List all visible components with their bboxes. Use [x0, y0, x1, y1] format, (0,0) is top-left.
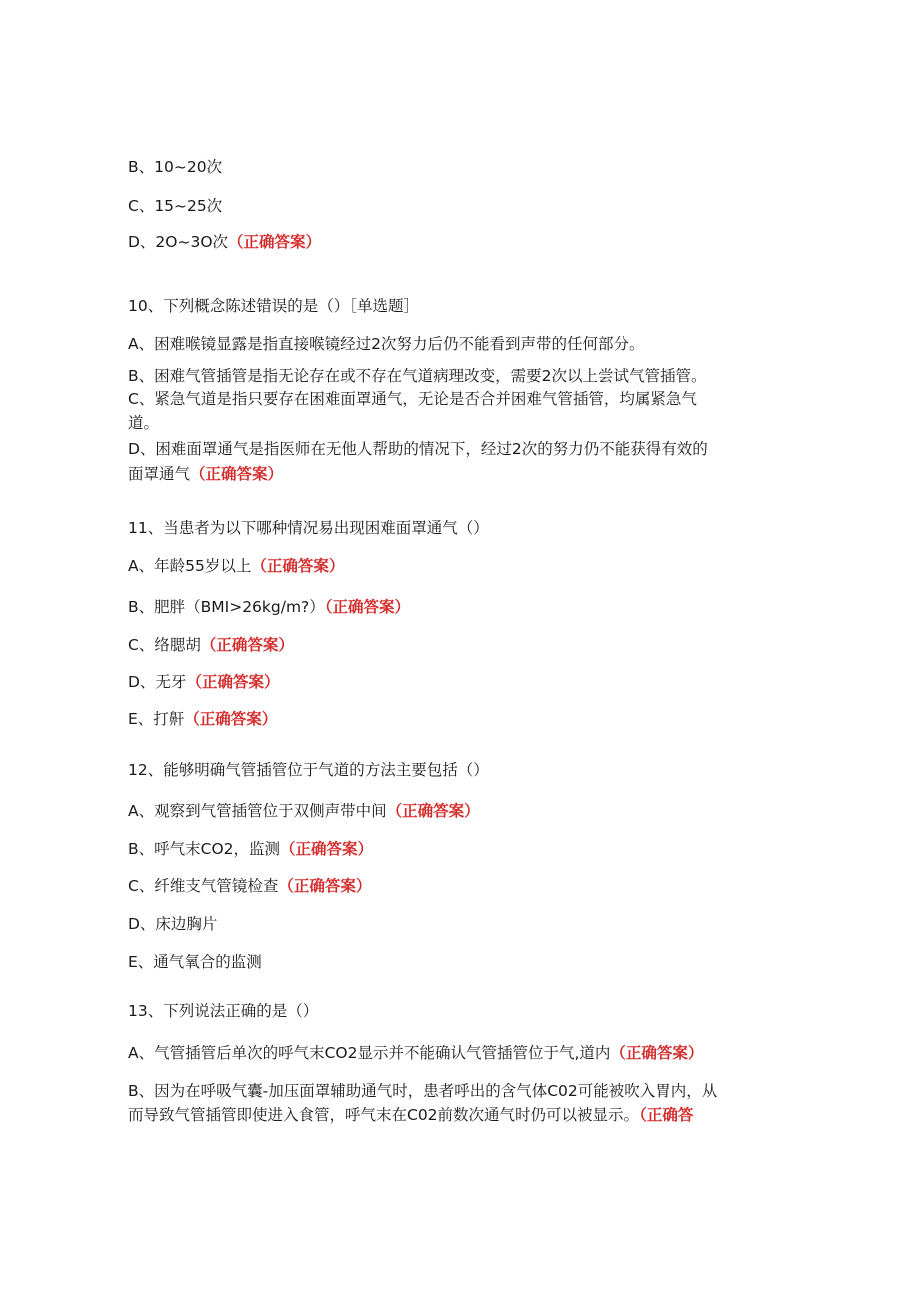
q10-option-c-continued [128, 411, 778, 435]
q13-stem [128, 999, 778, 1023]
q9-option-c [128, 194, 778, 218]
q12-option-e [128, 950, 778, 974]
q10-stem [128, 294, 778, 318]
q12-option-c [128, 874, 778, 898]
option-text: D、无牙 [128, 673, 187, 691]
option-text: D、困难面罩通气是指医师在无他人帮助的情况下，经过2次的努力仍不能获得有效的 [128, 440, 708, 458]
correct-answer-tag: （正确答案） [386, 802, 480, 820]
option-text: A、气管插管后单次的呼气末CO2显示并不能确认气管插管位于气,道内 [128, 1044, 611, 1062]
option-text: C、络腮胡 [128, 636, 201, 654]
correct-answer-tag: （正确答案） [228, 233, 322, 251]
q13-option-b [128, 1079, 778, 1103]
option-text: 道。 [128, 414, 160, 432]
question-text: 10、下列概念陈述错误的是（）［单选题］ [128, 297, 419, 315]
q9-option-d [128, 230, 778, 254]
q11-option-e [128, 707, 778, 731]
q11-option-d [128, 670, 778, 694]
correct-answer-tag: （正确答案） [278, 877, 372, 895]
question-text: 11、当患者为以下哪种情况易出现困难面罩通气（） [128, 519, 489, 537]
option-text: C、紧急气道是指只要存在困难面罩通气，无论是否合并困难气管插管，均属紧急气 [128, 390, 697, 408]
q10-option-c [128, 387, 778, 411]
option-text: A、困难喉镜显露是指直接喉镜经过2次努力后仍不能看到声带的任何部分。 [128, 335, 645, 353]
option-text: E、打鼾 [128, 710, 185, 728]
option-text: D、床边胸片 [128, 915, 218, 933]
q12-option-d [128, 912, 778, 936]
question-text: 13、下列说法正确的是（） [128, 1002, 319, 1020]
option-text: B、10~20次 [128, 158, 223, 176]
correct-answer-tag: （正确答案） [200, 636, 294, 654]
correct-answer-tag-cut: （正确答 [639, 1106, 694, 1124]
q11-option-c [128, 633, 778, 657]
option-text: C、纤维支气管镜检查 [128, 877, 279, 895]
option-text: B、肥胖（BMI>26kg∕m?） [128, 598, 325, 616]
option-text: A、观察到气管插管位于双侧声带中间 [128, 802, 387, 820]
question-text: 12、能够明确气管插管位于气道的方法主要包括（） [128, 761, 489, 779]
option-text: B、因为在呼吸气囊-加压面罩辅助通气时，患者呼出的含气体C02可能被吹入胃内，从 [128, 1082, 718, 1100]
option-text: 面罩通气 [128, 465, 191, 483]
q10-option-d [128, 437, 778, 461]
correct-answer-tag: （正确答案） [280, 840, 374, 858]
option-text: E、通气氧合的监测 [128, 953, 262, 971]
q12-option-a [128, 799, 778, 823]
correct-answer-tag: （正确答案） [324, 598, 411, 616]
option-text: B、呼气末CO2，监测 [128, 840, 281, 858]
q10-option-a [128, 332, 778, 356]
correct-answer-tag: （正确答案） [190, 465, 284, 483]
correct-answer-tag: （正确答案） [184, 710, 278, 728]
correct-answer-tag: （正确答案） [251, 557, 345, 575]
q10-option-d-continued [128, 462, 778, 486]
option-text: D、2O~3O次 [128, 233, 229, 251]
q11-option-a [128, 554, 778, 578]
q13-option-b-continued [128, 1103, 778, 1127]
option-text: C、15~25次 [128, 197, 223, 215]
q13-option-a [128, 1041, 778, 1065]
q9-option-b [128, 155, 778, 179]
q11-stem [128, 516, 778, 540]
correct-answer-tag: （正确答案） [610, 1044, 704, 1062]
q12-option-b [128, 837, 778, 861]
q11-option-b [128, 595, 778, 619]
correct-answer-tag: （正确答案） [186, 673, 280, 691]
option-text: 而导致气管插管即使进入食管，呼气末在C02前数次通气时仍可以被显示。 [128, 1106, 640, 1124]
option-text: A、年龄55岁以上 [128, 557, 252, 575]
option-text: B、困难气管插管是指无论存在或不存在气道病理改变，需要2次以上尝试气管插管。 [128, 367, 707, 385]
q10-option-b [128, 364, 778, 388]
q12-stem [128, 758, 778, 782]
